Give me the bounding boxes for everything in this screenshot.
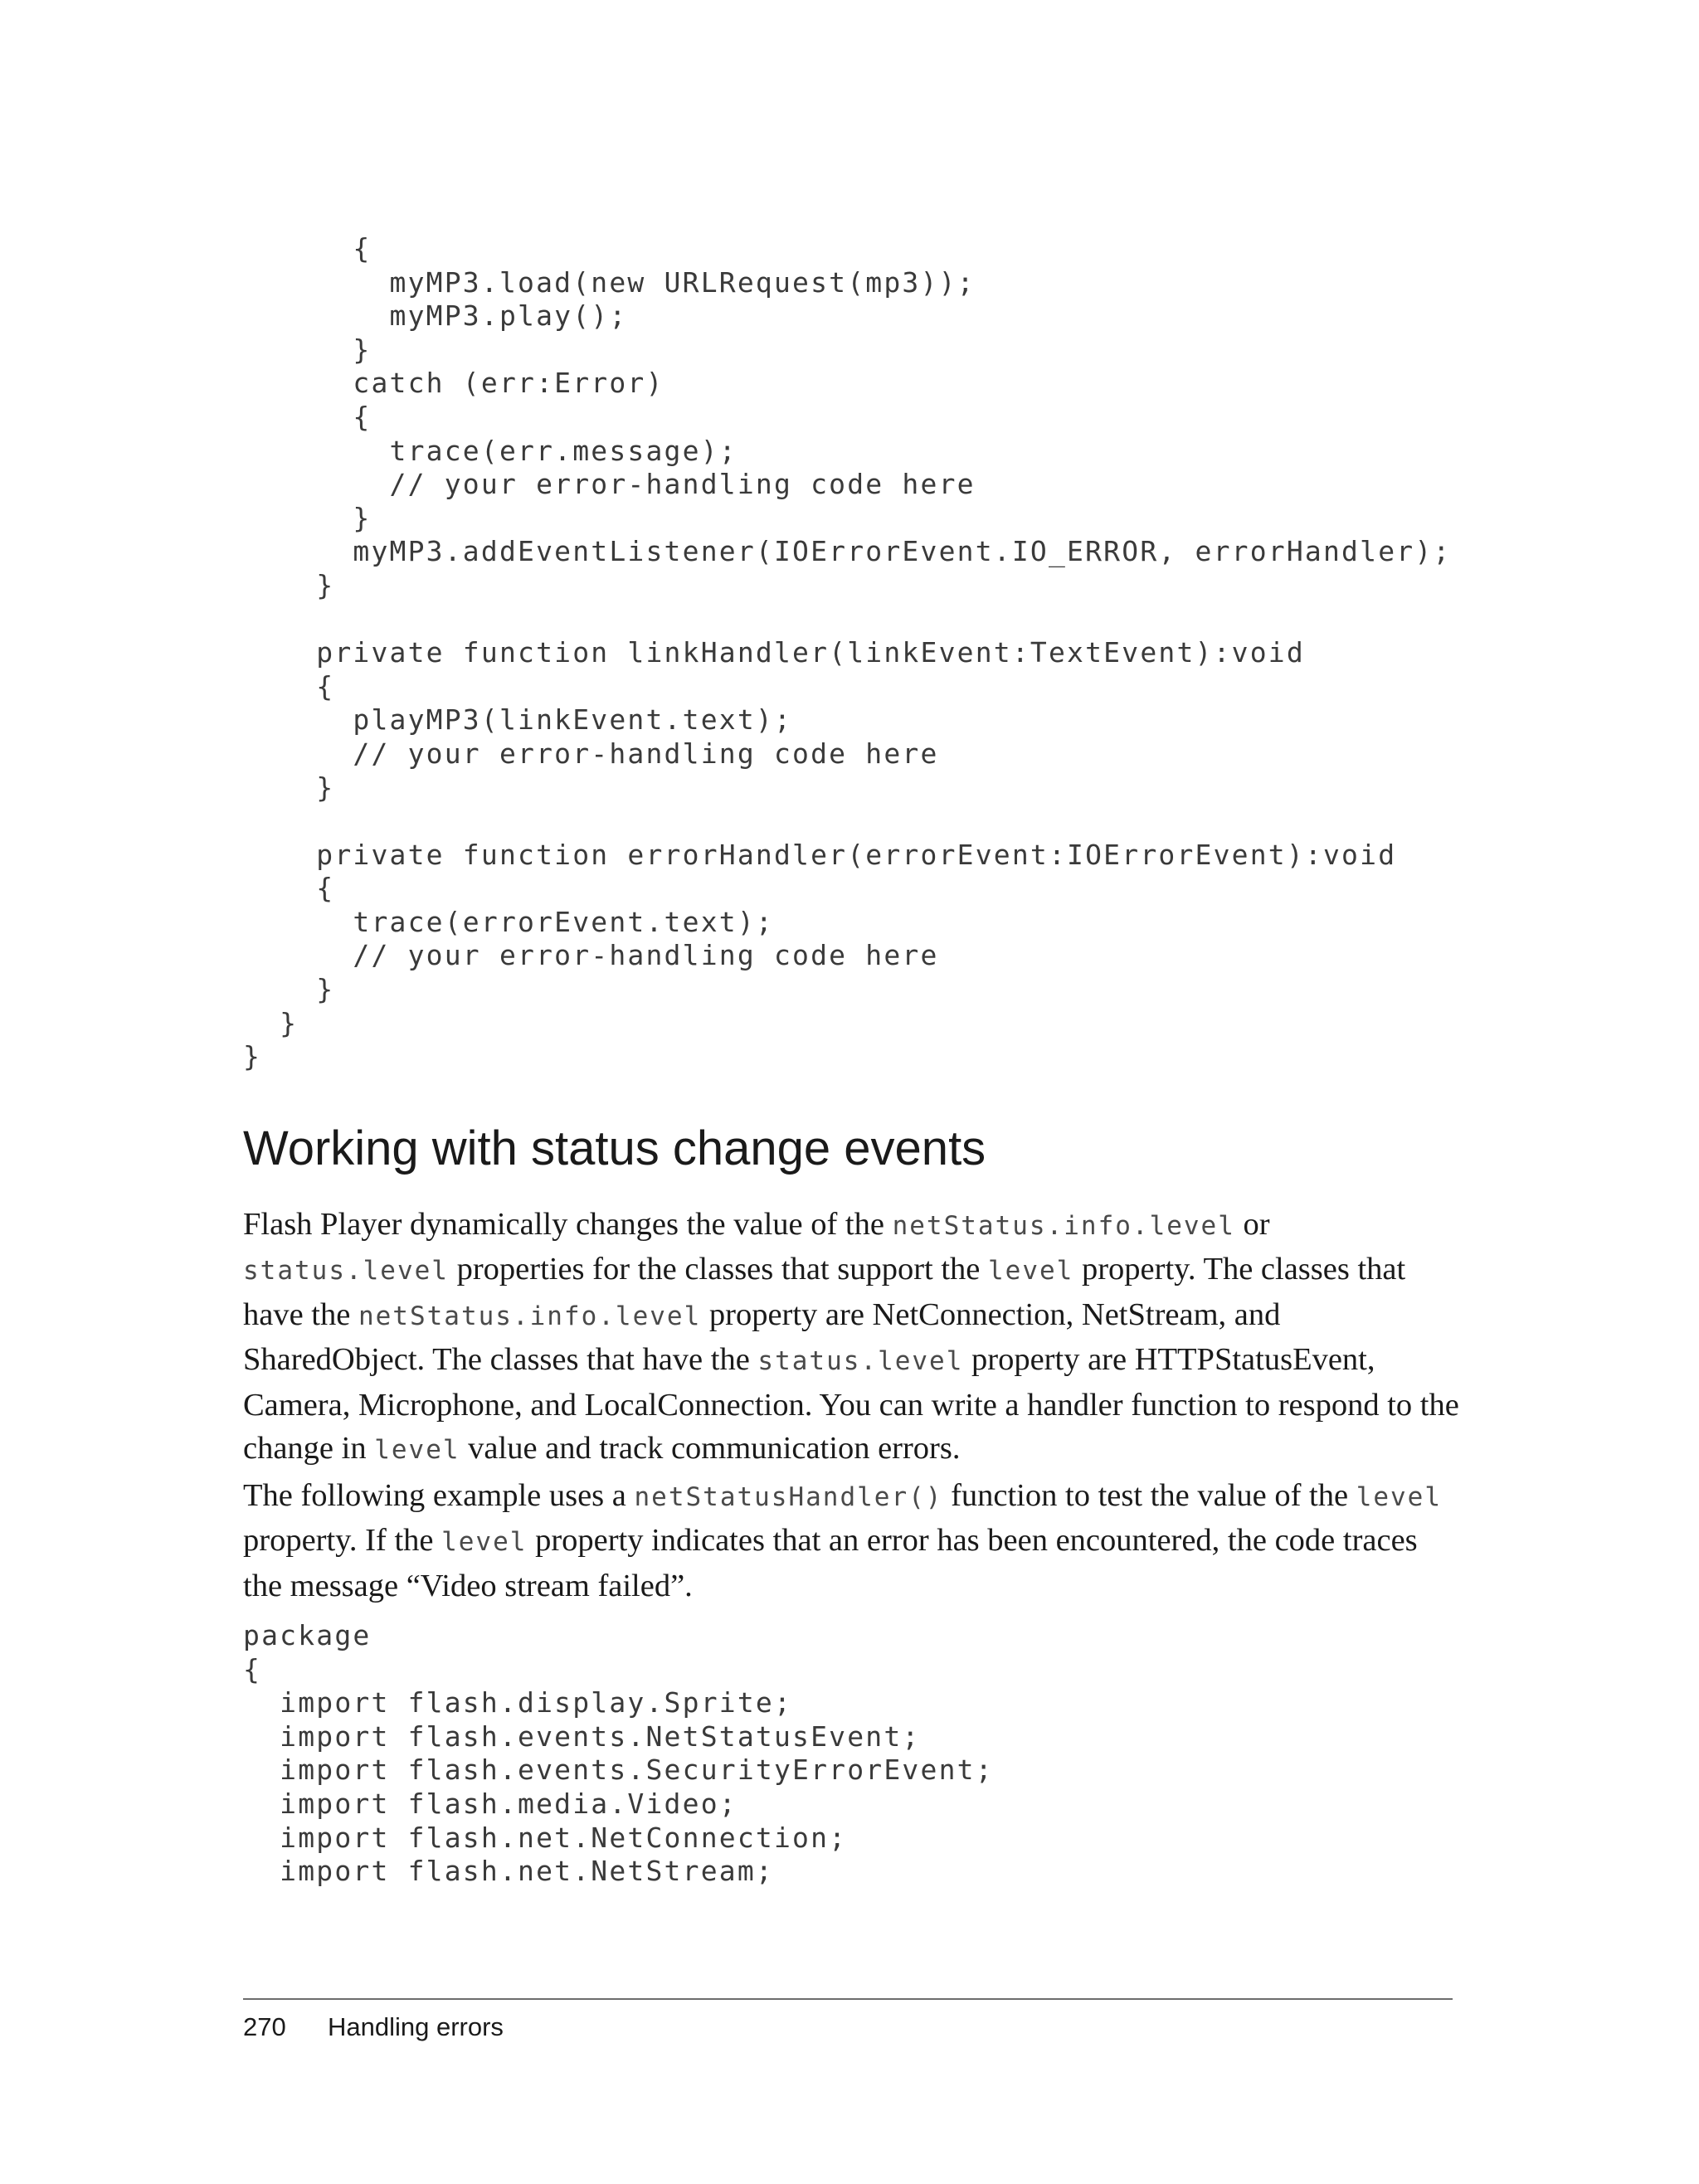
page-number: 270 [243, 2012, 286, 2041]
code-line: } [243, 501, 372, 534]
inline-code: level [441, 1527, 528, 1558]
code-line: { [243, 400, 372, 433]
code-line: import flash.net.NetStream; [243, 1855, 774, 1888]
code-line: import flash.net.NetConnection; [243, 1821, 848, 1854]
code-line: } [243, 973, 335, 1006]
inline-code: level [1356, 1482, 1443, 1512]
text-run: value and track communication errors. [460, 1431, 961, 1467]
code-line: } [243, 1040, 262, 1073]
code-line: // your error-handling code here [243, 939, 939, 972]
code-line: { [243, 669, 335, 703]
code-line: myMP3.load(new URLRequest(mp3)); [243, 265, 976, 299]
inline-code: level [988, 1256, 1074, 1287]
text-run: property are HTTPStatusEvent, Camera, Microphone, and LocalConnection. You can write a handler function to respond to the change in [243, 1342, 1459, 1467]
text-run: function to test the value of the [942, 1478, 1356, 1513]
code-line: trace(errorEvent.text); [243, 905, 774, 938]
running-title: Handling errors [328, 2012, 504, 2041]
code-line: } [243, 1006, 299, 1039]
code-block-bottom [243, 1619, 994, 1889]
code-line: { [243, 872, 335, 905]
footer-divider [243, 1998, 1453, 2000]
code-line: { [243, 232, 372, 265]
body-paragraph-1 [243, 1203, 1463, 1471]
text-run: property indicates that an error has been encountered, the code traces the message “Video stream failed”. [243, 1523, 1418, 1603]
inline-code: status.level [243, 1256, 449, 1287]
code-line: private function errorHandler(errorEvent:IOErrorEvent):void [243, 838, 1397, 871]
code-line: myMP3.addEventListener(IOErrorEvent.IO_ERROR, errorHandler); [243, 535, 1452, 568]
code-line: import flash.display.Sprite; [243, 1686, 793, 1719]
inline-code: netStatus.info.level [358, 1301, 702, 1331]
inline-code: status.level [757, 1346, 964, 1377]
code-line: } [243, 771, 335, 804]
inline-code: netStatus.info.level [892, 1211, 1235, 1241]
code-line: package [243, 1619, 372, 1651]
code-line: myMP3.play(); [243, 299, 628, 333]
text-run: or [1234, 1207, 1270, 1242]
code-line: } [243, 333, 372, 366]
code-block-top [243, 232, 1451, 1074]
inline-code: level [374, 1435, 460, 1466]
code-line: { [243, 1652, 262, 1685]
code-line: } [243, 568, 335, 601]
code-line: catch (err:Error) [243, 367, 665, 400]
code-line: import flash.media.Video; [243, 1787, 738, 1820]
code-line: trace(err.message); [243, 434, 738, 467]
code-line: // your error-handling code here [243, 468, 976, 501]
inline-code: netStatusHandler() [634, 1482, 943, 1512]
text-run: property are NetConnection, NetStream, and SharedObject. The classes that have the [243, 1296, 1281, 1378]
text-run: properties for the classes that support the [448, 1252, 989, 1287]
code-line: private function linkHandler(linkEvent:TextEvent):void [243, 636, 1305, 669]
code-line: import flash.events.SecurityErrorEvent; [243, 1754, 994, 1787]
body-paragraph-2 [243, 1474, 1463, 1608]
code-line: playMP3(linkEvent.text); [243, 703, 793, 737]
code-line: import flash.events.NetStatusEvent; [243, 1719, 921, 1753]
code-line: // your error-handling code here [243, 737, 939, 770]
text-run: property. If the [243, 1523, 442, 1559]
text-run: property. The classes that have the [243, 1252, 1406, 1332]
text-run: Flash Player dynamically changes the value of the [243, 1207, 893, 1242]
section-heading: Working with status change events [243, 1121, 986, 1175]
text-run: The following example uses a [243, 1478, 635, 1513]
